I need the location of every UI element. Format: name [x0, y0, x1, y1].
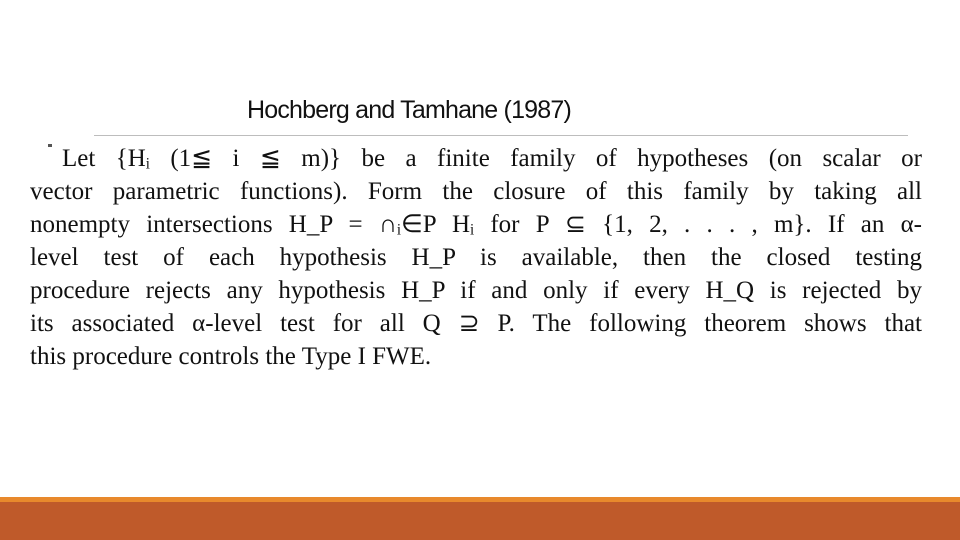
excerpt-line-4: level test of each hypothesis H_P is available, then the closed testing	[30, 244, 922, 271]
slide-title: Hochberg and Tamhane (1987)	[247, 96, 572, 124]
title-divider	[94, 135, 908, 136]
excerpt-line-1: Let {Hᵢ (1≦ i ≦ m)} be a finite family of hypotheses (on scalar or	[62, 145, 922, 172]
scanned-text-excerpt	[0, 142, 960, 382]
excerpt-line-5: procedure rejects any hypothesis H_P if and only if every H_Q is rejected by	[30, 277, 922, 304]
excerpt-line-2: vector parametric functions). Form the closure of this family by taking all	[30, 178, 922, 205]
footer-bar	[0, 502, 960, 540]
excerpt-line-6: its associated α-level test for all Q ⊇ P. The following theorem shows that	[30, 310, 922, 337]
excerpt-line-7: this procedure controls the Type I FWE.	[30, 343, 432, 370]
excerpt-line-3: nonempty intersections H_P = ∩ᵢ∈P Hᵢ for P ⊆ {1, 2, . . . , m}. If an α-	[30, 211, 922, 238]
